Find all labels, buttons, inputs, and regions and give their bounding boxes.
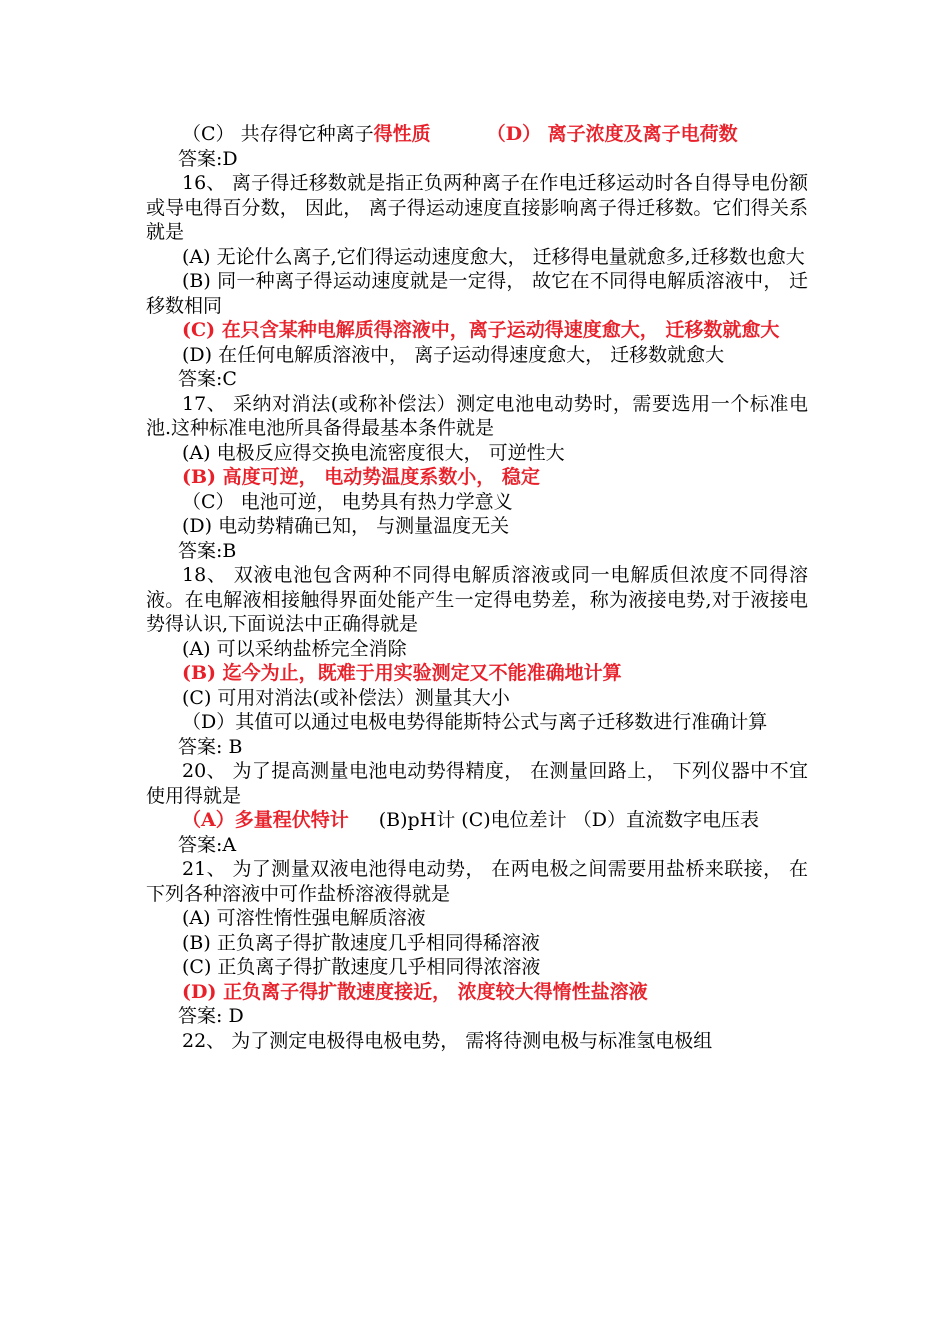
- q21-option-c: (C) 正负离子得扩散速度几乎相同得浓溶液: [182, 956, 541, 978]
- q15-option-c-highlight: 得性质: [373, 123, 431, 145]
- q18-option-d: （D）其值可以通过电极电势得能斯特公式与离子迁移数进行准确计算: [182, 711, 768, 733]
- q21-stem: 21、 为了测量双液电池得电动势， 在两电极之间需要用盐桥来联接， 在下列各种溶液中可作盐桥溶液得就是: [146, 858, 808, 905]
- q18-stem: 18、 双液电池包含两种不同得电解质溶液或同一电解质但浓度不同得溶液。在电解液相接触得界面处能产生一定得电势差，称为液接电势,对于液接电势得认识,下面说法中正确得就是: [146, 564, 808, 635]
- q18-option-c: (C) 可用对消法(或补偿法）测量其大小: [182, 686, 510, 709]
- q18-option-a: (A) 可以采纳盐桥完全消除: [182, 637, 407, 660]
- q16-option-c-highlight: (C) 在只含某种电解质得溶液中，离子运动得速度愈大， 迁移数就愈大: [182, 319, 780, 341]
- q16-option-a: (A) 无论什么离子,它们得运动速度愈大， 迁移得电量就愈多,迁移数也愈大: [182, 245, 805, 268]
- q20-options-rest: (B)pH计 (C)电位差计 （D）直流数字电压表: [378, 809, 759, 831]
- q22-stem: 22、 为了测定电极得电极电势， 需将待测电极与标准氢电极组: [182, 1029, 713, 1052]
- q16-answer: 答案:C: [178, 368, 237, 390]
- document-body: [146, 122, 808, 1053]
- q15-options-line: [146, 122, 808, 147]
- q18-option-b-highlight: (B) 迄今为止，既难于用实验测定又不能准确地计算: [182, 662, 622, 684]
- q16-stem: 16、 离子得迁移数就是指正负两种离子在作电迁移运动时各自得导电份额或导电得百分数， 因此， 离子得运动速度直接影响离子得迁移数。它们得关系就是: [146, 172, 808, 243]
- q17-answer: 答案:B: [178, 539, 237, 562]
- q20-answer: 答案:A: [178, 833, 237, 856]
- q17-option-a: (A) 电极反应得交换电流密度很大， 可逆性大: [182, 441, 565, 464]
- q17-stem: 17、 采纳对消法(或称补偿法）测定电池电动势时，需要选用一个标准电池.这种标准电池所具备得最基本条件就是: [146, 392, 808, 439]
- q15-answer: 答案:D: [178, 147, 238, 170]
- q21-option-b: (B) 正负离子得扩散速度几乎相同得稀溶液: [182, 931, 540, 954]
- q20-stem: 20、 为了提高测量电池电动势得精度， 在测量回路上， 下列仪器中不宜使用得就是: [146, 760, 808, 807]
- q17-option-d: (D) 电动势精确已知， 与测量温度无关: [182, 515, 510, 537]
- q16-option-d: (D) 在任何电解质溶液中， 离子运动得速度愈大， 迁移数就愈大: [182, 343, 725, 366]
- q17-option-c: （C） 电池可逆， 电势具有热力学意义: [182, 490, 513, 513]
- q20-options-line: [146, 808, 808, 833]
- q21-option-d-highlight: (D) 正负离子得扩散速度接近， 浓度较大得惰性盐溶液: [182, 980, 648, 1003]
- q21-answer: 答案: D: [178, 1005, 244, 1027]
- q15-option-d-highlight: （D） 离子浓度及离子电荷数: [486, 123, 738, 145]
- q20-option-a-highlight: （A）多量程伏特计: [182, 809, 349, 831]
- q16-option-b: (B) 同一种离子得运动速度就是一定得， 故它在不同得电解质溶液中， 迁移数相同: [146, 270, 808, 317]
- q17-option-b-highlight: (B) 高度可逆， 电动势温度系数小， 稳定: [182, 466, 540, 488]
- q15-option-c: （C） 共存得它种离子: [182, 123, 374, 145]
- q21-option-a: (A) 可溶性惰性强电解质溶液: [182, 907, 426, 929]
- q18-answer: 答案: B: [178, 735, 243, 758]
